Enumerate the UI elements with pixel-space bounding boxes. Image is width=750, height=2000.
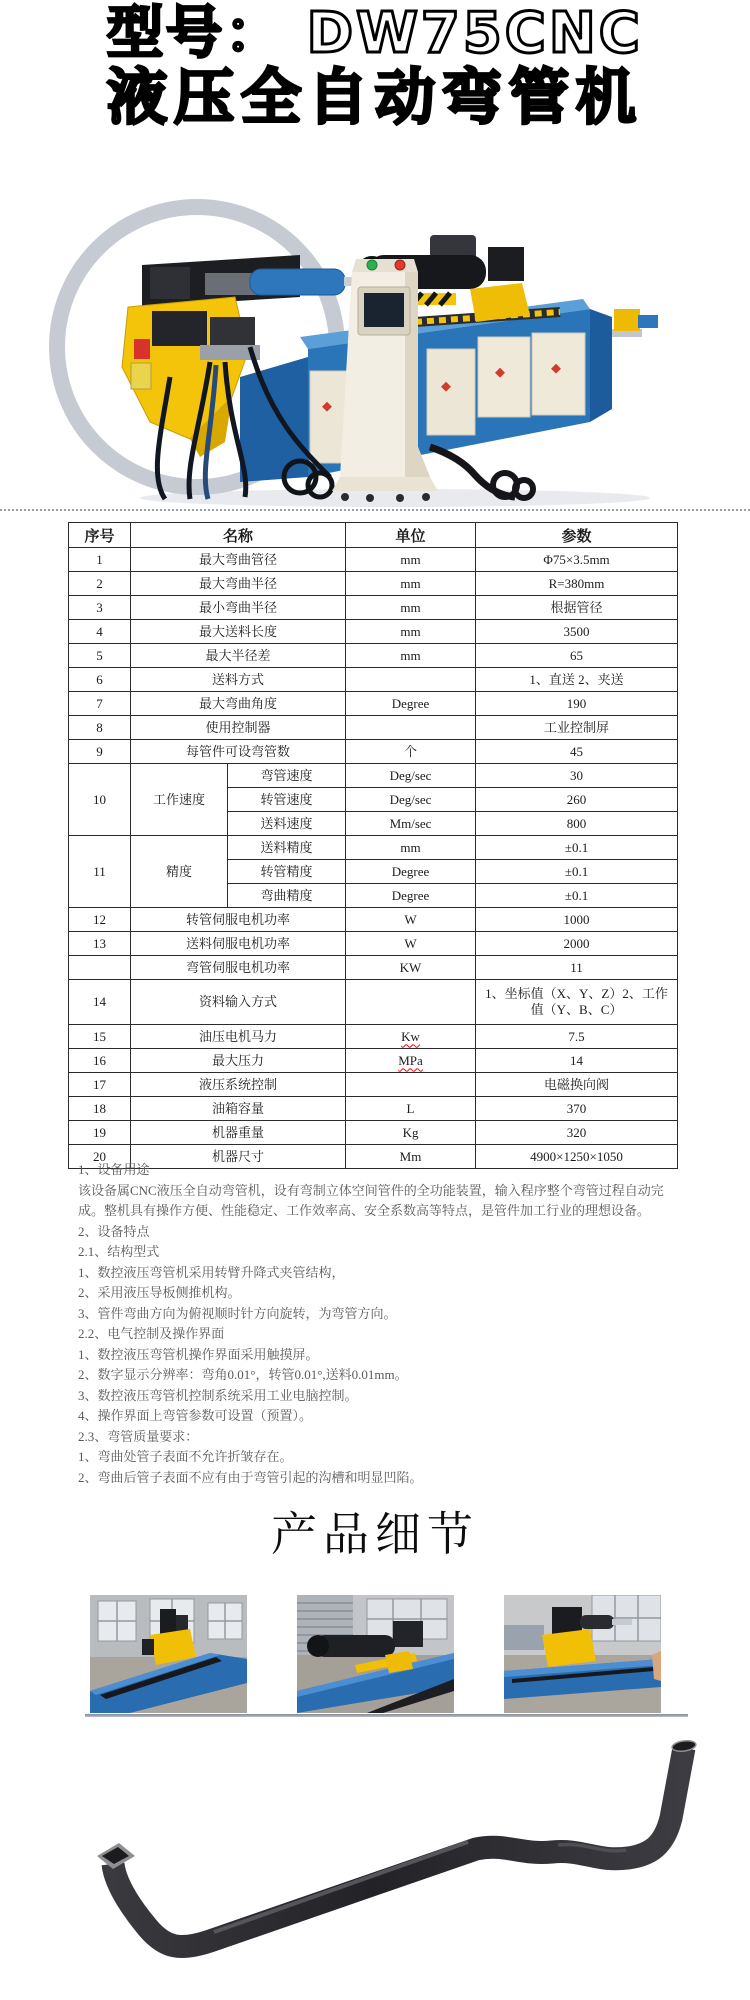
header-unit: 单位 xyxy=(346,523,476,548)
cell-no: 15 xyxy=(69,1025,131,1049)
cell-value: 1、坐标值（X、Y、Z）2、工作值（Y、B、C） xyxy=(476,980,678,1025)
cell-value: 30 xyxy=(476,764,678,788)
servo-motor xyxy=(160,1609,176,1635)
touch-screen xyxy=(364,293,404,327)
red-label xyxy=(134,339,150,359)
description-line: 2.1、结构型式 xyxy=(78,1244,160,1259)
cell-no: 13 xyxy=(69,932,131,956)
cell-value: 7.5 xyxy=(476,1025,678,1049)
cell-no: 4 xyxy=(69,620,131,644)
spec-table-body xyxy=(69,548,678,1169)
description-line: 4、操作界面上弯管参数可设置（预置）。 xyxy=(78,1408,313,1423)
cell-value: 11 xyxy=(476,956,678,980)
table-row xyxy=(69,1097,678,1121)
cell-value: ±0.1 xyxy=(476,836,678,860)
cell-name: 最大弯曲管径 xyxy=(131,548,346,572)
cell-no: 12 xyxy=(69,908,131,932)
carriage-yellow-mount xyxy=(470,283,530,322)
cell-name: 送料精度 xyxy=(228,836,346,860)
pedestal-top xyxy=(352,259,418,272)
detail-heading: 产品细节 xyxy=(271,1508,479,1560)
description-line: 2、设备特点 xyxy=(78,1223,150,1239)
cell-value: ±0.1 xyxy=(476,884,678,908)
cell-value: 65 xyxy=(476,644,678,668)
model-title: 型号： DW75CNC xyxy=(107,1,643,66)
table-row xyxy=(69,548,678,572)
detail-photos xyxy=(0,1595,750,1713)
pedestal-base xyxy=(332,477,438,491)
cell-unit: mm xyxy=(346,548,476,572)
clamp-die-2 xyxy=(210,317,255,347)
cell-unit: W xyxy=(346,908,476,932)
tool-block xyxy=(150,267,190,299)
green-button xyxy=(367,260,377,270)
table-row xyxy=(69,836,678,860)
cell-name: 使用控制器 xyxy=(131,716,346,740)
cell-no xyxy=(69,956,131,980)
cell-name: 液压系统控制 xyxy=(131,1073,346,1097)
table-row xyxy=(69,1121,678,1145)
cell-unit: mm xyxy=(346,596,476,620)
table-row xyxy=(69,1025,678,1049)
cell-unit: mm xyxy=(346,836,476,860)
description-line: 1、设备用途 xyxy=(78,1162,150,1177)
table-header-row xyxy=(69,523,678,548)
bent-pipe-photo xyxy=(0,1728,750,2000)
tail-yellow-block xyxy=(614,309,640,331)
section-divider xyxy=(85,1714,688,1717)
pipe-open-end xyxy=(97,1843,135,1869)
page-title xyxy=(0,1,750,133)
cell-no: 9 xyxy=(69,740,131,764)
description-line: 1、数控液压弯管机操作界面采用触摸屏。 xyxy=(78,1346,319,1362)
cell-no: 16 xyxy=(69,1049,131,1073)
cell-name: 弯曲精度 xyxy=(228,884,346,908)
cell-no: 18 xyxy=(69,1097,131,1121)
cell-name: 机器尺寸 xyxy=(131,1145,346,1169)
header-param: 参数 xyxy=(476,523,678,548)
cell-name: 最大弯曲半径 xyxy=(131,572,346,596)
cell-name: 送料伺服电机功率 xyxy=(131,932,346,956)
cell-value: 4900×1250×1050 xyxy=(476,1145,678,1169)
description-line: 2.3、弯管质量要求： xyxy=(78,1428,199,1444)
table-row xyxy=(69,644,678,668)
table-row xyxy=(69,956,678,980)
cell-unit: Degree xyxy=(346,860,476,884)
pipe-highlight xyxy=(214,1842,468,1932)
cell-unit: mm xyxy=(346,572,476,596)
cell-name: 最小弯曲半径 xyxy=(131,596,346,620)
cell-name: 转管精度 xyxy=(228,860,346,884)
cell-unit: 个 xyxy=(346,740,476,764)
cell-value: 3500 xyxy=(476,620,678,644)
cell-no: 5 xyxy=(69,644,131,668)
header-no: 序号 xyxy=(69,523,131,548)
cell-no: 10 xyxy=(69,764,131,836)
cell-no: 17 xyxy=(69,1073,131,1097)
description-line: 2.2、电气控制及操作界面 xyxy=(78,1326,225,1341)
machine-photo xyxy=(0,147,750,509)
spec-table xyxy=(68,522,678,1169)
header-name: 名称 xyxy=(131,523,346,548)
detail-photo-3 xyxy=(504,1595,661,1713)
cell-unit: Mm xyxy=(346,1145,476,1169)
bed-end xyxy=(590,309,612,422)
cell-unit: KW xyxy=(346,956,476,980)
dotted-divider xyxy=(0,509,750,511)
cell-no: 14 xyxy=(69,980,131,1025)
cell-unit: Degree xyxy=(346,884,476,908)
detail-photo-2 xyxy=(297,1595,454,1713)
table-row xyxy=(69,932,678,956)
cell-name: 油压电机马力 xyxy=(131,1025,346,1049)
cell-value: 14 xyxy=(476,1049,678,1073)
cell-value: 1、直送 2、夹送 xyxy=(476,668,678,692)
cell-value: 320 xyxy=(476,1121,678,1145)
cell-name: 机器重量 xyxy=(131,1121,346,1145)
cell-group: 工作速度 xyxy=(131,764,228,836)
cell-no: 1 xyxy=(69,548,131,572)
description-line: 3、管件弯曲方向为俯视顺时针方向旋转，为弯管方向。 xyxy=(78,1305,397,1321)
cell-name: 最大送料长度 xyxy=(131,620,346,644)
table-row xyxy=(69,668,678,692)
cell-no: 2 xyxy=(69,572,131,596)
cell-name: 最大压力 xyxy=(131,1049,346,1073)
cell-unit: Deg/sec xyxy=(346,764,476,788)
description-line: 1、弯曲处管子表面不允许折皱存在。 xyxy=(78,1449,293,1464)
cell-unit: MPa xyxy=(346,1049,476,1073)
cell-unit xyxy=(346,1073,476,1097)
cell-no: 8 xyxy=(69,716,131,740)
cell-value: R=380mm xyxy=(476,572,678,596)
table-row xyxy=(69,716,678,740)
cell-unit: W xyxy=(346,932,476,956)
cell-name: 送料方式 xyxy=(131,668,346,692)
description-line: 2、数字显示分辨率：弯角0.01°，转管0.01°,送料0.01mm。 xyxy=(78,1367,408,1382)
cell-no: 3 xyxy=(69,596,131,620)
table-row xyxy=(69,692,678,716)
cell-value: 电磁换向阀 xyxy=(476,1073,678,1097)
cell-value: 800 xyxy=(476,812,678,836)
cell-no: 20 xyxy=(69,1145,131,1169)
cell-name: 转管伺服电机功率 xyxy=(131,908,346,932)
cell-unit: Kg xyxy=(346,1121,476,1145)
cell-value: ±0.1 xyxy=(476,860,678,884)
table-row xyxy=(69,908,678,932)
machine-name-title: 液压全自动弯管机 xyxy=(107,63,643,133)
cell-no: 11 xyxy=(69,836,131,908)
cell-name: 每管件可设弯管数 xyxy=(131,740,346,764)
cell-name: 送料速度 xyxy=(228,812,346,836)
cell-unit xyxy=(346,668,476,692)
cell-value: 260 xyxy=(476,788,678,812)
spec-label xyxy=(131,363,151,389)
cell-unit: Deg/sec xyxy=(346,788,476,812)
table-row xyxy=(69,572,678,596)
cell-name: 转管速度 xyxy=(228,788,346,812)
tail-blue-clamp xyxy=(638,315,658,328)
cell-name: 弯管速度 xyxy=(228,764,346,788)
cell-value: Φ75×3.5mm xyxy=(476,548,678,572)
description-line: 2、弯曲后管子表面不应有由于弯管引起的沟槽和明显凹陷。 xyxy=(78,1469,423,1485)
description-line: 1、数控液压弯管机采用转臂升降式夹管结构， xyxy=(78,1264,345,1280)
cell-unit: Kw xyxy=(346,1025,476,1049)
cell-value: 2000 xyxy=(476,932,678,956)
carriage-block xyxy=(488,247,524,281)
hydraulic-cylinder xyxy=(250,269,345,295)
bend-head xyxy=(542,1629,596,1667)
cell-unit xyxy=(346,716,476,740)
cell-value: 工业控制屏 xyxy=(476,716,678,740)
cell-unit: mm xyxy=(346,620,476,644)
description-line: 2、采用液压导板侧推机构。 xyxy=(78,1285,241,1300)
cell-value: 根据管径 xyxy=(476,596,678,620)
detail-photo-1 xyxy=(90,1595,247,1713)
cell-unit xyxy=(346,980,476,1025)
cell-unit: Mm/sec xyxy=(346,812,476,836)
description-line: 该设备属CNC液压全自动弯管机，设有弯制立体空间管件的全功能装置，输入程序整个弯管过程自动完 xyxy=(78,1182,664,1198)
cell-name: 最大弯曲角度 xyxy=(131,692,346,716)
table-row xyxy=(69,980,678,1025)
cell-no: 7 xyxy=(69,692,131,716)
table-row xyxy=(69,764,678,788)
cell-unit: L xyxy=(346,1097,476,1121)
red-button xyxy=(395,260,405,270)
cable-coil xyxy=(493,473,533,498)
cell-value: 45 xyxy=(476,740,678,764)
cell-value: 1000 xyxy=(476,908,678,932)
cell-unit: mm xyxy=(346,644,476,668)
table-row xyxy=(69,1049,678,1073)
description-block xyxy=(78,1160,738,1488)
table-row xyxy=(69,740,678,764)
clamp-die-1 xyxy=(152,311,207,346)
cell-name: 弯管伺服电机功率 xyxy=(131,956,346,980)
cell-name: 最大半径差 xyxy=(131,644,346,668)
table-row xyxy=(69,1073,678,1097)
cell-value: 370 xyxy=(476,1097,678,1121)
cell-name: 资料输入方式 xyxy=(131,980,346,1025)
cell-no: 6 xyxy=(69,668,131,692)
cell-no: 19 xyxy=(69,1121,131,1145)
description-line: 成。整机具有操作方便、性能稳定、工作效率高、安全系数高等特点，是管件加工行业的理想设备。 xyxy=(78,1203,651,1218)
cell-name: 油箱容量 xyxy=(131,1097,346,1121)
table-row xyxy=(69,620,678,644)
cell-group: 精度 xyxy=(131,836,228,908)
description-line: 3、数控液压弯管机控制系统采用工业电脑控制。 xyxy=(78,1387,358,1403)
cell-unit: Degree xyxy=(346,692,476,716)
table-row xyxy=(69,596,678,620)
cell-value: 190 xyxy=(476,692,678,716)
